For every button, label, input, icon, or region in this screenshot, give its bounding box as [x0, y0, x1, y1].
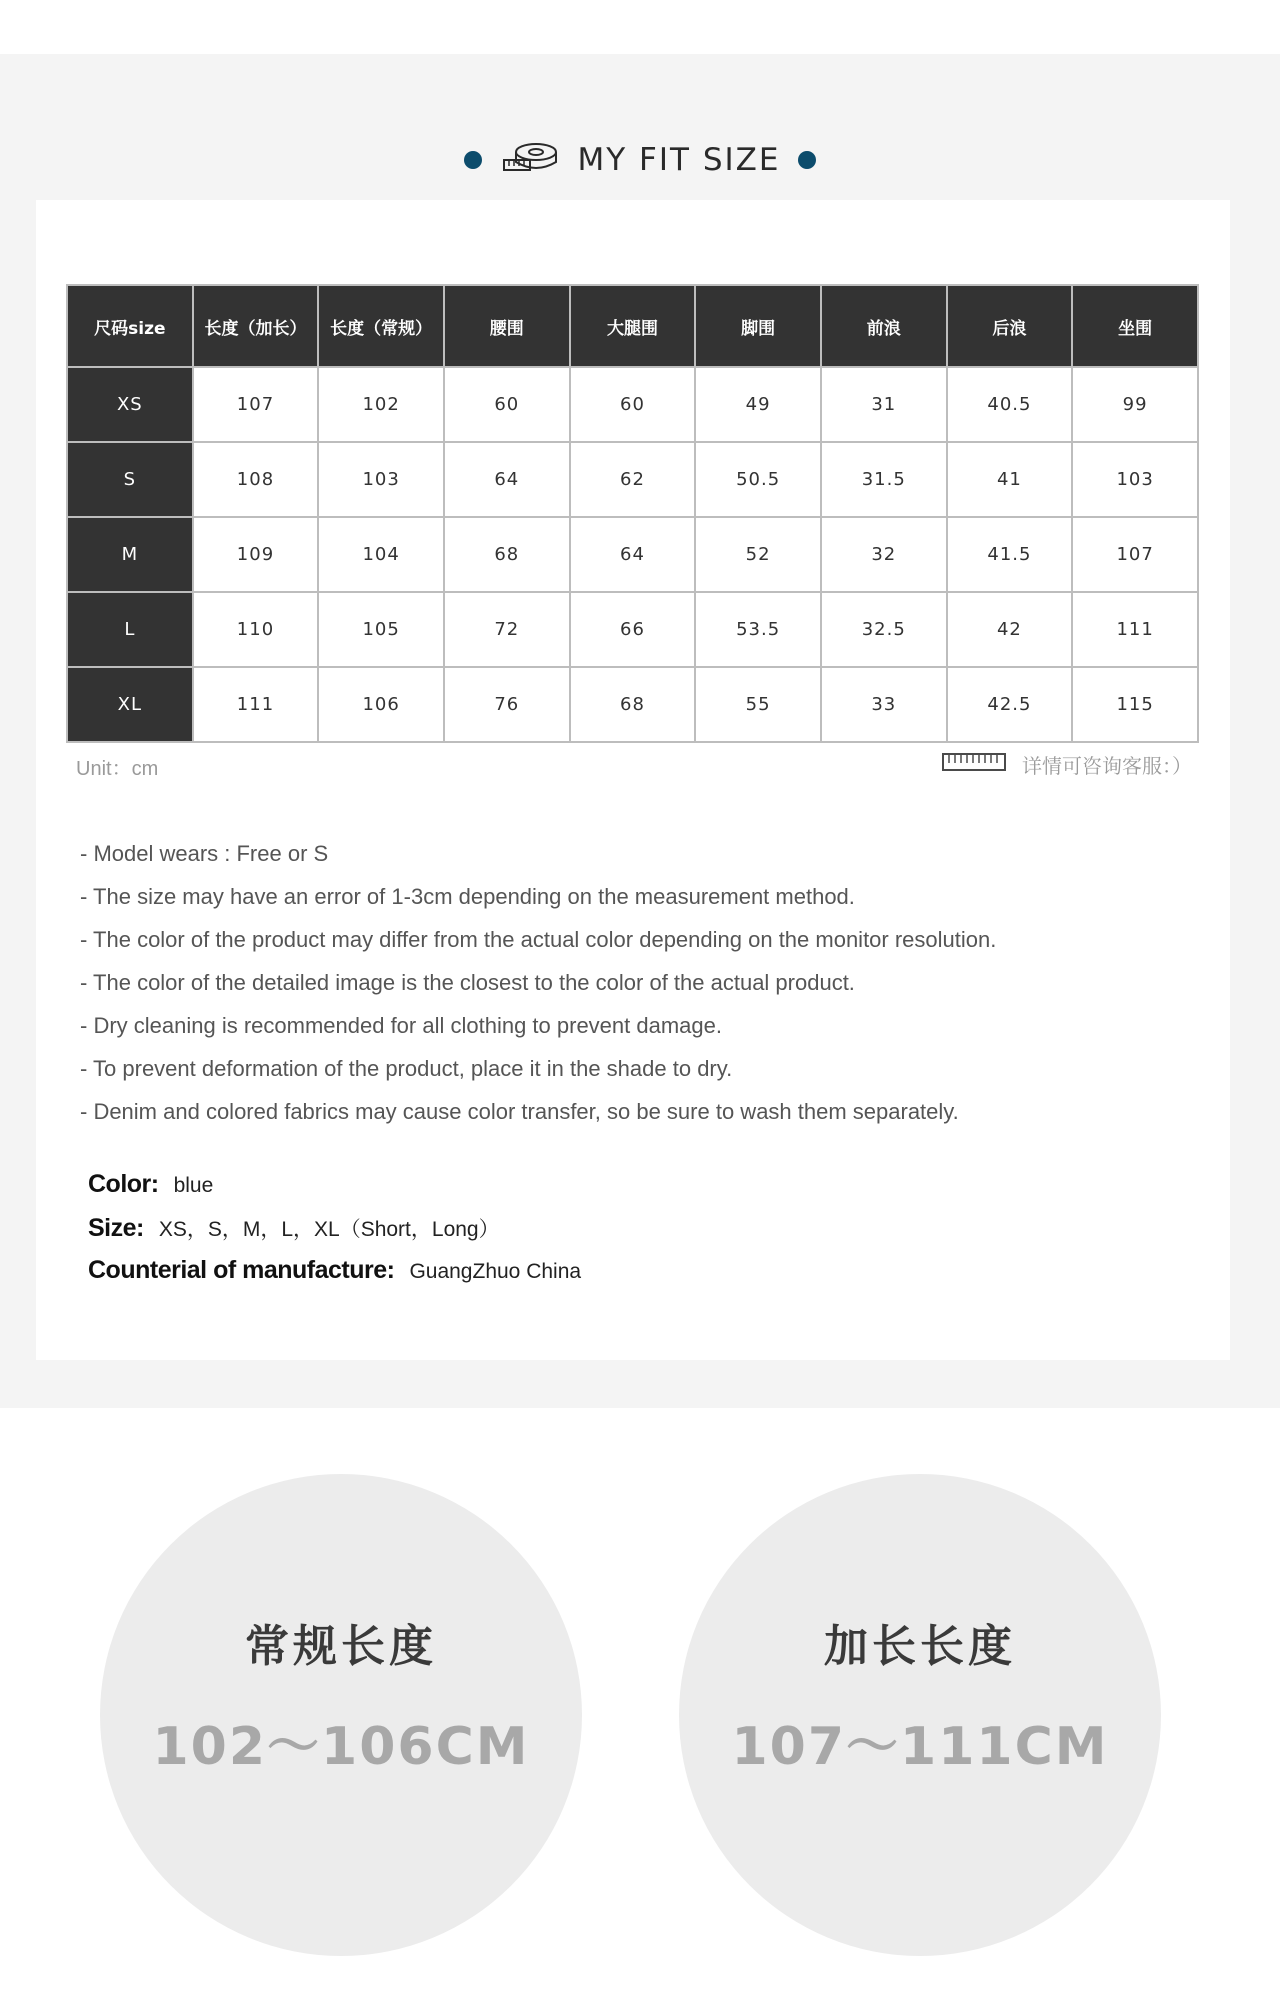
long-length-badge	[679, 1474, 1161, 1956]
column-header: 前浪	[821, 285, 947, 367]
column-header: 坐围	[1072, 285, 1198, 367]
table-cell: 107	[193, 367, 319, 442]
size-label-cell: S	[67, 442, 193, 517]
size-label-cell: L	[67, 592, 193, 667]
table-cell: 105	[318, 592, 444, 667]
bullet-dot-icon	[798, 151, 816, 169]
list-item: - Model wears : Free or S	[80, 841, 329, 866]
size-chart-table	[66, 284, 1199, 743]
table-cell: 41.5	[947, 517, 1073, 592]
color-label: Color:	[88, 1170, 159, 1198]
table-cell: 103	[1072, 442, 1198, 517]
table-cell: 68	[570, 667, 696, 742]
origin-spec	[88, 1256, 581, 1285]
color-spec	[88, 1170, 213, 1199]
list-item: - Denim and colored fabrics may cause color transfer, so be sure to wash them separately.	[80, 1099, 959, 1124]
table-cell: 50.5	[695, 442, 821, 517]
table-cell: 115	[1072, 667, 1198, 742]
unit-note: Unit：cm	[76, 758, 159, 780]
table-cell: 41	[947, 442, 1073, 517]
table-cell: 68	[444, 517, 570, 592]
table-cell: 99	[1072, 367, 1198, 442]
list-item: - Dry cleaning is recommended for all clothing to prevent damage.	[80, 1013, 722, 1038]
size-spec	[88, 1213, 500, 1243]
table-cell: 53.5	[695, 592, 821, 667]
table-cell: 64	[570, 517, 696, 592]
list-item: - The color of the detailed image is the closest to the color of the actual product.	[80, 970, 855, 995]
column-header: 尺码size	[67, 285, 193, 367]
bullet-dot-icon	[464, 151, 482, 169]
table-cell: 62	[570, 442, 696, 517]
table-cell: 72	[444, 592, 570, 667]
table-cell: 55	[695, 667, 821, 742]
table-cell: 107	[1072, 517, 1198, 592]
list-item: - The size may have an error of 1-3cm depending on the measurement method.	[80, 884, 855, 909]
column-header: 脚围	[695, 285, 821, 367]
table-cell: 108	[193, 442, 319, 517]
column-header: 长度（常规）	[318, 285, 444, 367]
table-cell: 109	[193, 517, 319, 592]
size-label: Size:	[88, 1214, 144, 1242]
long-length-range: 107～111CM	[731, 1717, 1109, 1777]
color-value: blue	[173, 1174, 214, 1197]
regular-length-title: 常规长度	[245, 1621, 437, 1672]
size-label-cell: XL	[67, 667, 193, 742]
table-row	[67, 667, 1198, 742]
table-cell: 64	[444, 442, 570, 517]
list-item: - To prevent deformation of the product, place it in the shade to dry.	[80, 1056, 733, 1081]
table-cell: 52	[695, 517, 821, 592]
table-row	[67, 517, 1198, 592]
list-item: - The color of the product may differ from the actual color depending on the monitor resolution.	[80, 927, 997, 952]
table-cell: 31.5	[821, 442, 947, 517]
regular-length-badge	[100, 1474, 582, 1956]
column-header: 后浪	[947, 285, 1073, 367]
table-cell: 111	[193, 667, 319, 742]
long-length-title: 加长长度	[824, 1621, 1016, 1672]
table-cell: 42.5	[947, 667, 1073, 742]
table-cell: 60	[570, 367, 696, 442]
table-cell: 42	[947, 592, 1073, 667]
customer-service-text: 详情可咨询客服：）	[1022, 756, 1192, 778]
table-cell: 33	[821, 667, 947, 742]
ruler-icon	[942, 751, 1006, 779]
origin-value: GuangZhuo China	[409, 1260, 582, 1283]
table-cell: 66	[570, 592, 696, 667]
table-cell: 103	[318, 442, 444, 517]
table-cell: 111	[1072, 592, 1198, 667]
table-cell: 31	[821, 367, 947, 442]
table-row	[67, 442, 1198, 517]
table-cell: 102	[318, 367, 444, 442]
table-cell: 76	[444, 667, 570, 742]
table-cell: 49	[695, 367, 821, 442]
table-cell: 110	[193, 592, 319, 667]
size-info-card	[36, 200, 1230, 1360]
column-header: 长度（加长）	[193, 285, 319, 367]
table-cell: 60	[444, 367, 570, 442]
care-notes-list	[80, 832, 996, 1133]
origin-label: Counterial of manufacture:	[88, 1256, 395, 1284]
customer-service-note	[942, 750, 1192, 779]
table-row	[67, 592, 1198, 667]
measuring-tape-icon	[502, 140, 560, 181]
column-header: 腰围	[444, 285, 570, 367]
table-cell: 106	[318, 667, 444, 742]
table-header-row	[67, 285, 1198, 367]
table-cell: 32	[821, 517, 947, 592]
table-cell: 104	[318, 517, 444, 592]
table-row	[67, 367, 1198, 442]
size-value: XS，S，M，L，XL（Short，Long）	[158, 1218, 500, 1241]
section-heading	[0, 132, 1280, 188]
regular-length-range: 102～106CM	[152, 1717, 530, 1777]
section-title: MY FIT SIZE	[577, 142, 781, 178]
column-header: 大腿围	[570, 285, 696, 367]
table-cell: 32.5	[821, 592, 947, 667]
size-label-cell: M	[67, 517, 193, 592]
size-label-cell: XS	[67, 367, 193, 442]
table-cell: 40.5	[947, 367, 1073, 442]
